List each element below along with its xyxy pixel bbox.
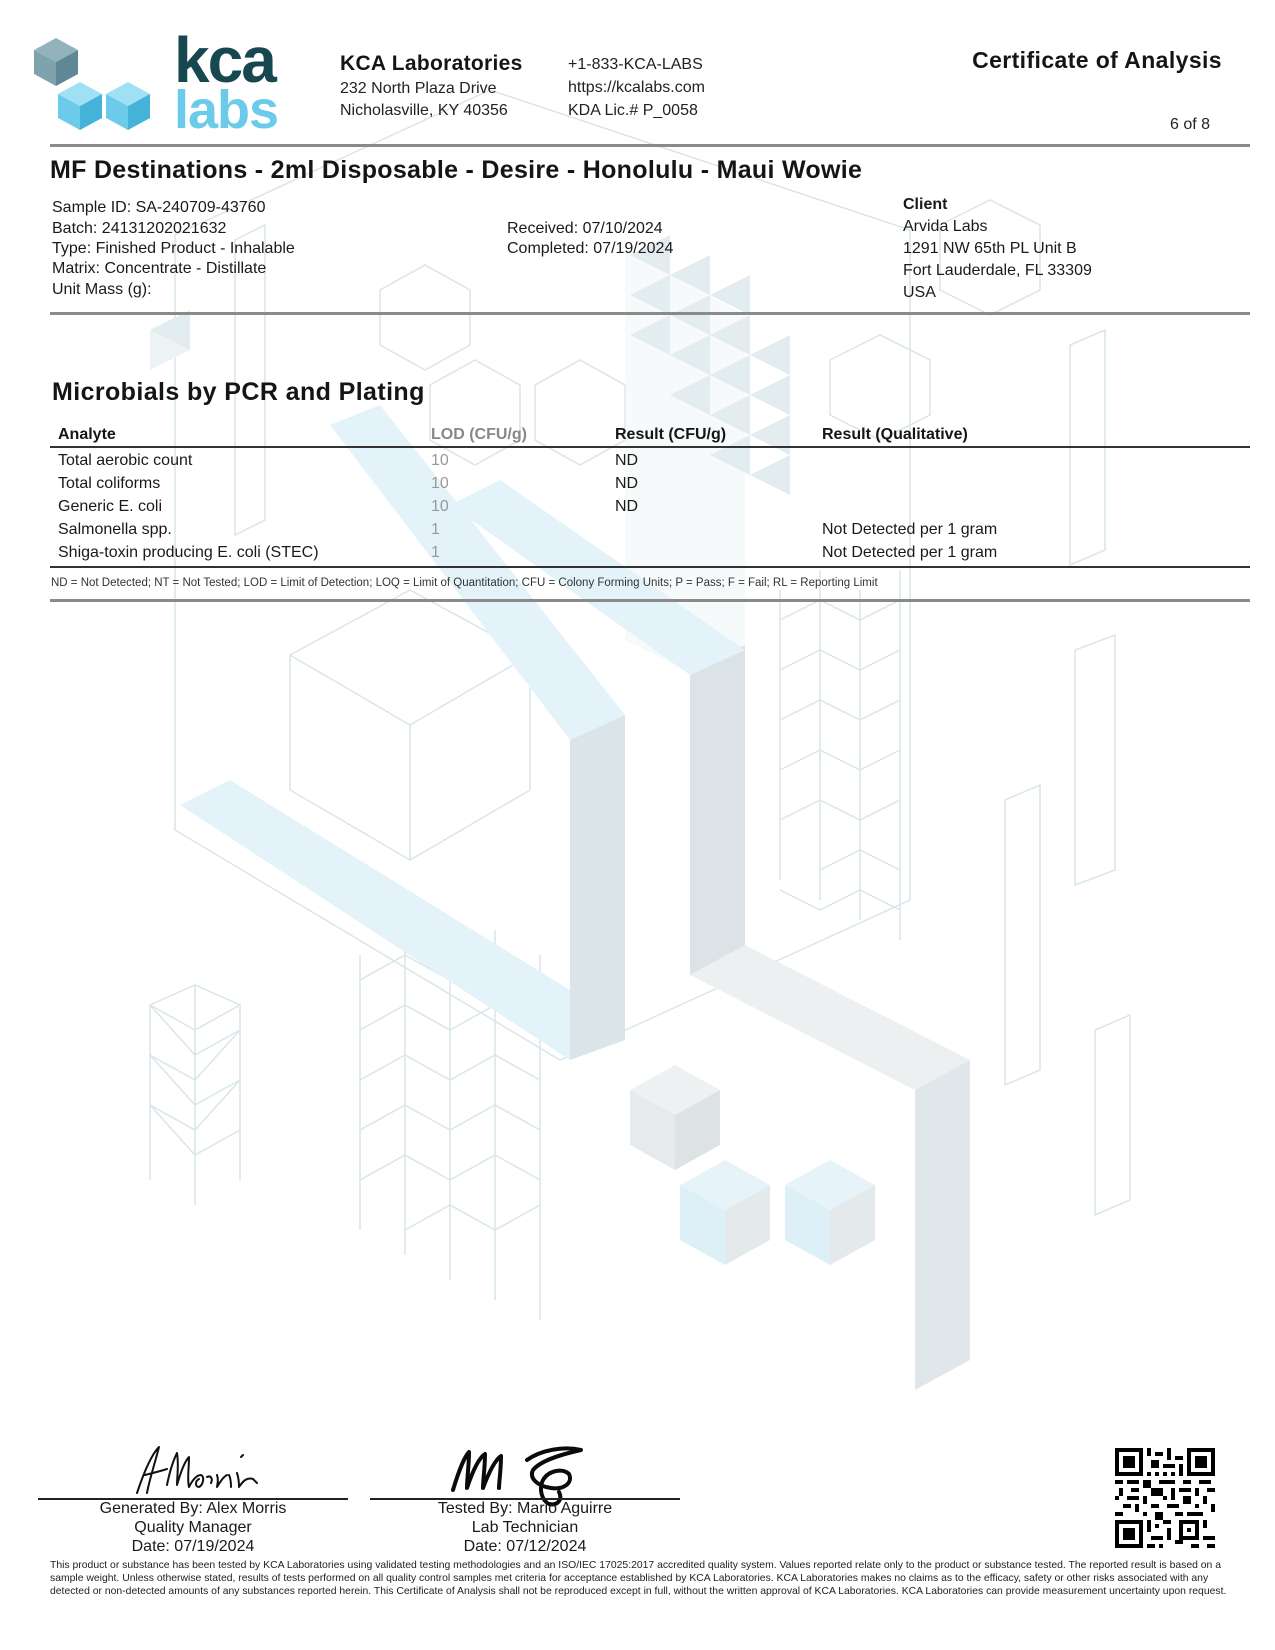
section-divider (50, 599, 1250, 602)
tested-by-role: Lab Technician (471, 1519, 579, 1536)
header-analyte: Analyte (58, 426, 116, 443)
header-result-cfu: Result (CFU/g) (615, 426, 727, 443)
generated-by-name: Generated By: Alex Morris (99, 1500, 287, 1517)
client-address-line1: 1291 NW 65th PL Unit B (903, 240, 1077, 257)
logo-text-kca: kca (174, 28, 275, 96)
lab-name: KCA Laboratories (340, 52, 523, 75)
received-date: Received: 07/10/2024 (507, 220, 663, 237)
info-divider (50, 312, 1250, 315)
header-result-qualitative: Result (Qualitative) (822, 426, 968, 443)
tested-by-date: Date: 07/12/2024 (463, 1538, 587, 1555)
product-type: Type: Finished Product - Inhalable (52, 240, 295, 257)
row-2-analyte: Total coliforms (58, 475, 161, 492)
row-4-analyte: Salmonella spp. (58, 521, 172, 538)
legal-disclaimer: This product or substance has been tested by KCA Laboratories using validated testing methodologies and an ISO/IEC 17025:2017 accredited quality system. Values reported relate only to the product or substance tested. The reported result is based on a sample weight. Unless otherwise stated, results of tests performed on all quality control samples met criteria for acceptance established by KCA Laboratories. KCA Laboratories makes no claims as to the efficacy, safety or other risks associated with any detected or non-detected amounts of any substances reported herein. This Certificate of Analysis shall not be reproduced except in full, without the written approval of KCA Laboratories. KCA Laboratories can provide measurement uncertainty upon request. (50, 1560, 1227, 1598)
qr-code-icon[interactable] (1115, 1448, 1215, 1548)
batch: Batch: 24131202021632 (52, 220, 227, 237)
row-1-lod: 10 (431, 452, 449, 469)
matrix: Matrix: Concentrate - Distillate (52, 260, 267, 277)
tested-by (370, 1499, 680, 1556)
sample-id: Sample ID: SA-240709-43760 (52, 199, 266, 216)
header-lod: LOD (CFU/g) (431, 426, 527, 443)
section-title: Microbials by PCR and Plating (52, 378, 425, 406)
row-1-analyte: Total aerobic count (58, 452, 193, 469)
tested-by-name: Tested By: Mario Aguirre (437, 1500, 613, 1517)
lab-license: KDA Lic.# P_0058 (568, 102, 698, 119)
row-5-lod: 1 (431, 544, 440, 561)
client-address-line2: Fort Lauderdale, FL 33309 (903, 262, 1092, 279)
header-divider (50, 144, 1250, 147)
abbreviations-footnote: ND = Not Detected; NT = Not Tested; LOD = Limit of Detection; LOQ = Limit of Quantitation; CFU = Colony Forming Units; P = Pass; F = Fail; RL = Reporting Limit (51, 577, 878, 589)
document-title: Certificate of Analysis (972, 47, 1222, 73)
cube-logo-icon (30, 28, 310, 140)
generated-by-role: Quality Manager (134, 1519, 252, 1536)
unit-mass: Unit Mass (g): (52, 281, 152, 298)
lab-website[interactable]: https://kcalabs.com (568, 79, 705, 96)
table-bottom-rule (50, 566, 1250, 568)
product-title: MF Destinations - 2ml Disposable - Desire - Honolulu - Maui Wowie (50, 156, 863, 184)
lab-address-line2: Nicholasville, KY 40356 (340, 102, 508, 119)
row-4-lod: 1 (431, 521, 440, 538)
logo-text-labs: labs (174, 80, 279, 140)
row-5-result-qualitative: Not Detected per 1 gram (822, 544, 998, 561)
completed-date: Completed: 07/19/2024 (507, 240, 674, 257)
row-3-analyte: Generic E. coli (58, 498, 163, 515)
table-header-rule (50, 446, 1250, 448)
signature-alex-morris (125, 1435, 265, 1505)
lab-address-line1: 232 North Plaza Drive (340, 80, 497, 97)
row-5-analyte: Shiga-toxin producing E. coli (STEC) (58, 544, 319, 561)
client-country: USA (903, 284, 936, 301)
row-1-result-cfu: ND (615, 452, 639, 469)
row-2-lod: 10 (431, 475, 449, 492)
row-4-result-qualitative: Not Detected per 1 gram (822, 521, 998, 538)
row-3-result-cfu: ND (615, 498, 639, 515)
generated-by-date: Date: 07/19/2024 (131, 1538, 255, 1555)
lab-phone: +1-833-KCA-LABS (568, 56, 703, 73)
client-name: Arvida Labs (903, 218, 988, 235)
row-2-result-cfu: ND (615, 475, 639, 492)
generated-by (38, 1499, 348, 1556)
page-number: 6 of 8 (1169, 116, 1210, 133)
client-heading: Client (903, 196, 948, 213)
row-3-lod: 10 (431, 498, 449, 515)
